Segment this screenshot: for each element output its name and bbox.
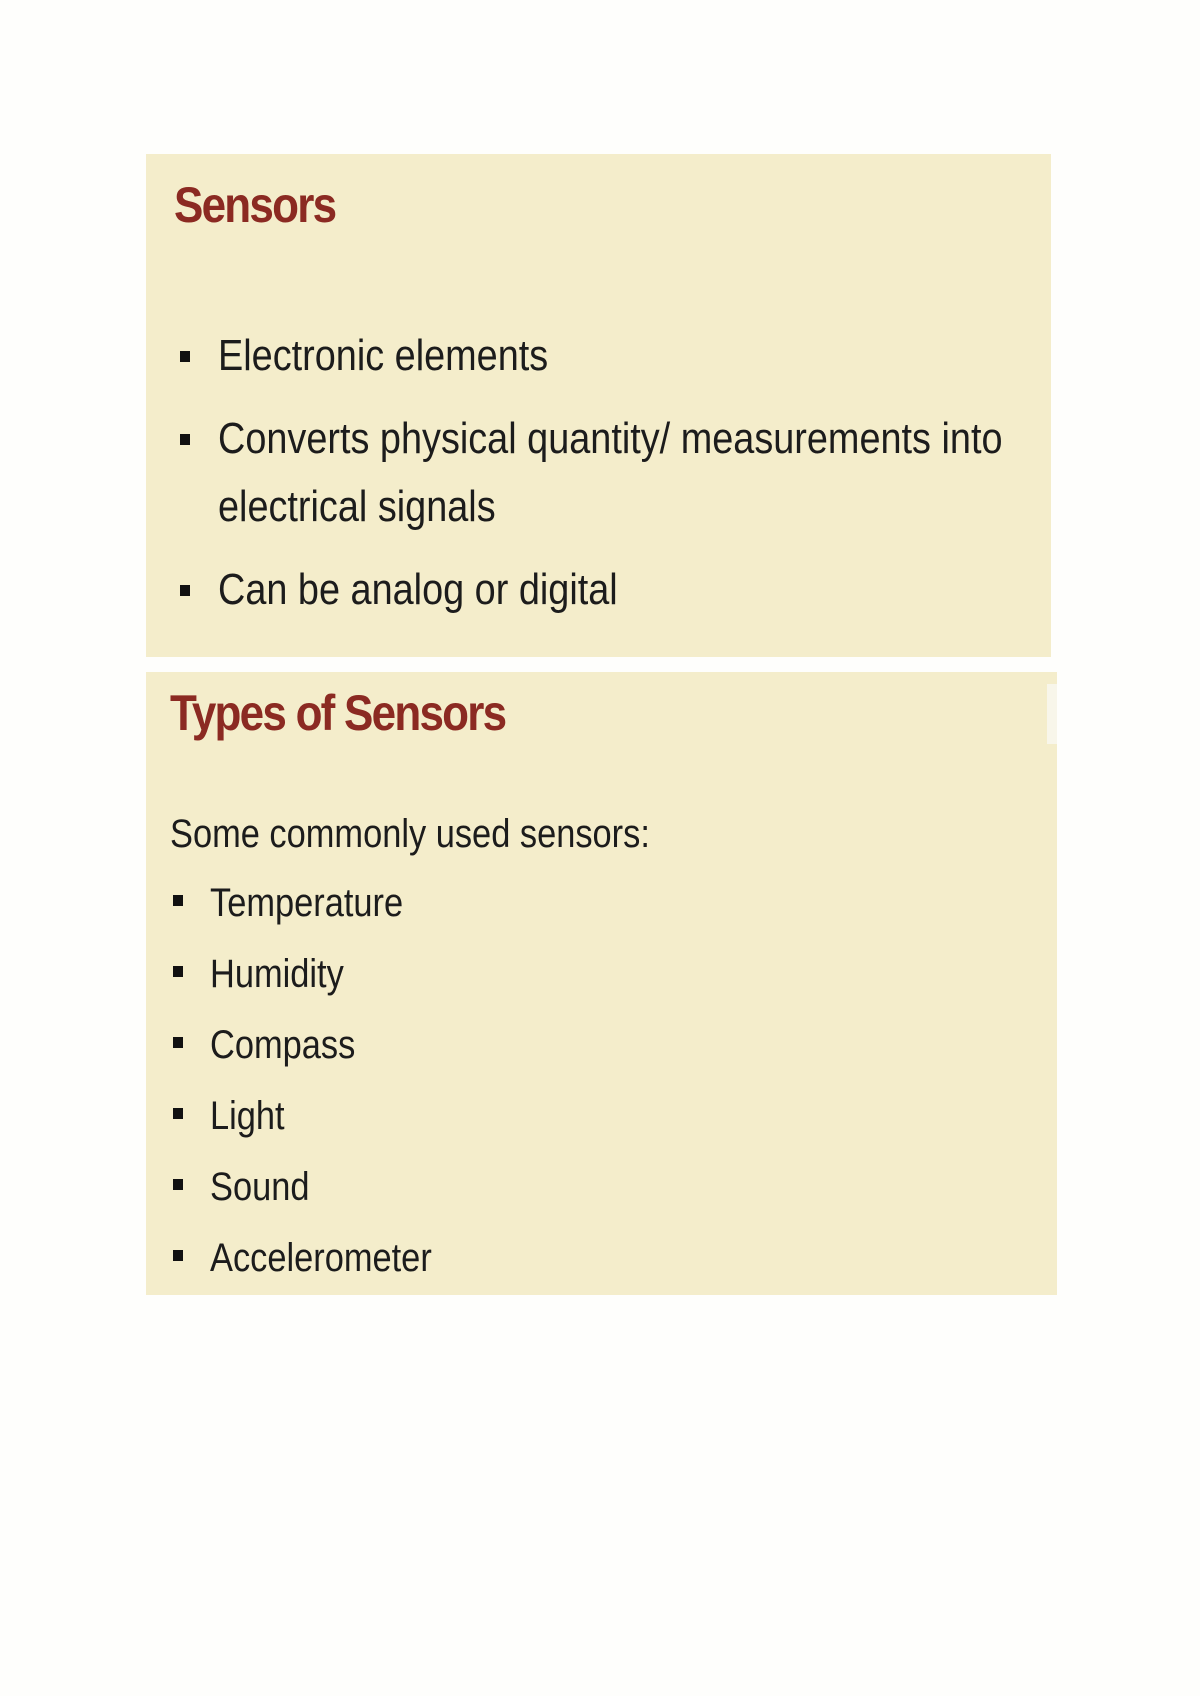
- list-item: [170, 1223, 468, 1294]
- slide-sensors: [146, 154, 1051, 657]
- edge-highlight: [1047, 684, 1057, 744]
- square-bullet-icon: [173, 1250, 183, 1261]
- slide-types-of-sensors: [146, 672, 1057, 1295]
- list-item: [176, 405, 1036, 541]
- bullet-list: [170, 868, 468, 1294]
- square-bullet-icon: [173, 1108, 183, 1119]
- square-bullet-icon: [180, 585, 190, 596]
- bullet-text: Accelerometer: [210, 1236, 432, 1280]
- list-item: [170, 939, 468, 1010]
- bullet-text: Humidity: [210, 952, 344, 996]
- bullet-text: Compass: [210, 1023, 356, 1067]
- list-item: [170, 1081, 468, 1152]
- list-item: [170, 868, 468, 939]
- slide-title: Sensors: [174, 177, 336, 233]
- bullet-text: Converts physical quantity/ measurements into electrical signals: [218, 414, 1003, 531]
- slide-title: Types of Sensors: [170, 685, 506, 741]
- bullet-text: Sound: [210, 1165, 310, 1209]
- square-bullet-icon: [180, 351, 190, 362]
- list-item: [170, 1152, 468, 1223]
- bullet-text: Can be analog or digital: [218, 565, 618, 614]
- square-bullet-icon: [173, 895, 183, 906]
- square-bullet-icon: [180, 434, 190, 445]
- square-bullet-icon: [173, 1179, 183, 1190]
- intro-text: Some commonly used sensors:: [170, 812, 650, 856]
- square-bullet-icon: [173, 966, 183, 977]
- bullet-list: [176, 322, 1036, 639]
- bullet-text: Temperature: [210, 881, 404, 925]
- list-item: [176, 556, 1036, 624]
- square-bullet-icon: [173, 1037, 183, 1048]
- list-item: [176, 322, 1036, 390]
- bullet-text: Light: [210, 1094, 285, 1138]
- bullet-text: Electronic elements: [218, 331, 549, 380]
- list-item: [170, 1010, 468, 1081]
